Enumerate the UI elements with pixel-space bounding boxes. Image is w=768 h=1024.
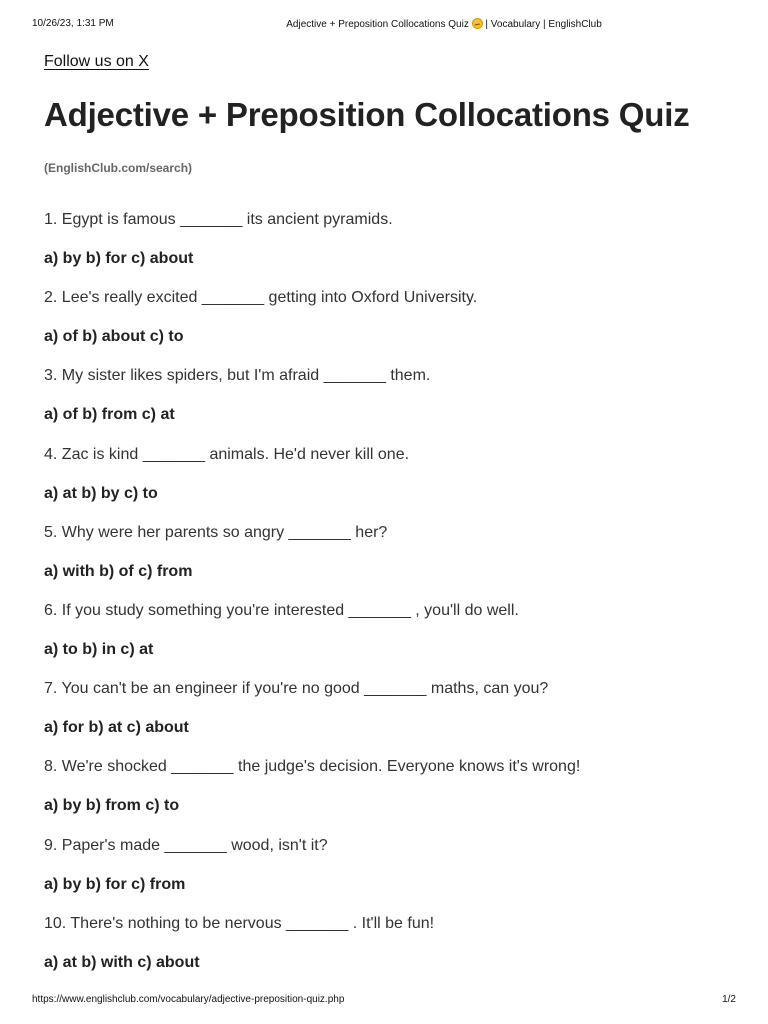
print-title-suffix: | Vocabulary | EnglishClub: [482, 19, 602, 30]
answer-options: a) of b) about c) to: [44, 328, 184, 346]
print-title-text: Adjective + Preposition Collocations Quiz: [286, 19, 472, 30]
question-item: [44, 757, 734, 835]
answer-options: a) for b) at c) about: [44, 719, 189, 737]
question-text: 2. Lee's really excited _______ getting into Oxford University.: [44, 289, 478, 307]
question-item: [44, 523, 734, 601]
print-url: https://www.englishclub.com/vocabulary/adjective-preposition-quiz.php: [32, 994, 345, 1005]
question-text: 9. Paper's made _______ wood, isn't it?: [44, 836, 328, 854]
question-text: 10. There's nothing to be nervous _______ . It'll be fun!: [44, 914, 435, 932]
question-text: 3. My sister likes spiders, but I'm afraid _______ them.: [44, 367, 431, 385]
answer-options: a) at b) with c) about: [44, 953, 200, 971]
answer-options: a) by b) for c) from: [44, 875, 186, 893]
print-header: [0, 14, 768, 32]
question-list: [44, 210, 734, 992]
question-item: [44, 601, 734, 679]
answer-options: a) by b) for c) about: [44, 250, 194, 267]
question-text: 1. Egypt is famous _______ its ancient pyramids.: [44, 211, 393, 228]
question-item: [44, 679, 734, 757]
answer-options: a) of b) from c) at: [44, 406, 175, 424]
question-item: [44, 210, 734, 288]
question-text: 5. Why were her parents so angry _______ her?: [44, 523, 388, 541]
thinking-face-emoji-icon: [472, 18, 483, 29]
print-page-title: [0, 18, 768, 30]
source-credit: (EnglishClub.com/search): [44, 161, 193, 175]
question-text: 4. Zac is kind _______ animals. He'd never kill one.: [44, 445, 410, 463]
answer-options: a) to b) in c) at: [44, 640, 154, 658]
question-text: 8. We're shocked _______ the judge's decision. Everyone knows it's wrong!: [44, 758, 581, 776]
question-item: [44, 836, 734, 914]
page-number: 1/2: [722, 994, 736, 1005]
question-item: [44, 366, 734, 444]
follow-on-x-link[interactable]: Follow us on X: [44, 53, 149, 70]
question-text: 7. You can't be an engineer if you're no good _______ maths, can you?: [44, 680, 549, 698]
answer-options: a) at b) by c) to: [44, 484, 158, 502]
question-text: 6. If you study something you're interested _______ , you'll do well.: [44, 601, 519, 619]
question-item: [44, 288, 734, 366]
answer-options: a) by b) from c) to: [44, 797, 180, 815]
print-datetime: 10/26/23, 1:31 PM: [32, 18, 114, 29]
question-item: [44, 914, 734, 992]
page-title: Adjective + Preposition Collocations Quiz: [44, 96, 690, 133]
answer-options: a) with b) of c) from: [44, 562, 193, 580]
question-item: [44, 445, 734, 523]
